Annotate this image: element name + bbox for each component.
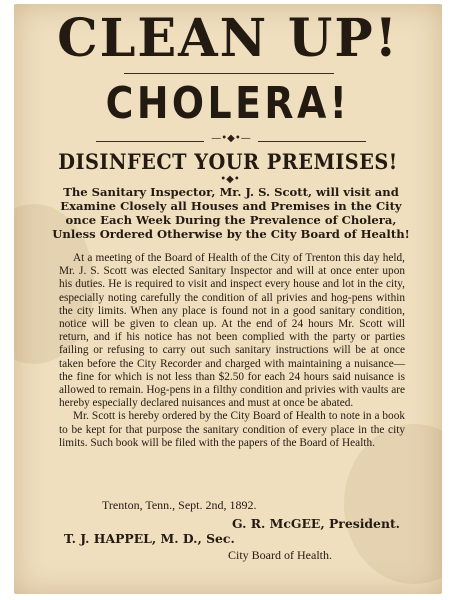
- signature-secretary: T. J. HAPPEL, M. D., Sec.: [64, 531, 235, 546]
- title-cholera: CHOLERA!: [105, 78, 351, 129]
- top-rule: [124, 70, 334, 78]
- headline: CLEAN UP!: [57, 8, 399, 69]
- date-line: Trenton, Tenn., Sept. 2nd, 1892.: [102, 498, 257, 512]
- paragraph-meeting: At a meeting of the Board of Health of the City of Trenton this day held, Mr. J. S. Scott was elected Sanitary Inspector and will at once enter upon his duties. He is required to visit and inspect every house and lot in the city, especially noting carefully the condition of all privies and hog-pens within the city limits. When any place is found not in a good sanitary condition, notice will be given to clean up. At the end of 24 hours Mr. Scott will return, and if his notice has not been complied with the party or parties failing or refusing to carry out such sanitary instructions will be at once taken before the City Recorder and charged with maintaining a nuisance—the fine for which is not less than $2.50 for each 24 hours said nuisance is allowed to remain. Hog-pens in a filthy condition and privies with vaults are hereby especially declared nuisances and must at once be abated.: [59, 252, 405, 410]
- ornament-glyph: —•◆•—: [211, 133, 251, 144]
- ornament-rule: [96, 133, 366, 146]
- subtitle: DISINFECT YOUR PREMISES!: [58, 149, 398, 174]
- board-name: City Board of Health.: [228, 548, 332, 562]
- ornament-glyph: •◆•: [220, 174, 240, 185]
- announcement: The Sanitary Inspector, Mr. J. S. Scott, will visit and Examine Closely all Houses and Premises in the City once Each Week During the Prevalence of Cholera, Unless Ordered Otherwise by the City Board of Health!: [52, 185, 410, 241]
- poster-paper: [14, 4, 442, 594]
- body-text: [59, 252, 405, 450]
- paragraph-order: Mr. Scott is hereby ordered by the City Board of Health to note in a book to be kept for that purpose the sanitary condition of every place in the city limits. Such book will be filed with the papers of the Board of Health.: [59, 410, 405, 449]
- signature-president: G. R. McGEE, President.: [231, 516, 400, 531]
